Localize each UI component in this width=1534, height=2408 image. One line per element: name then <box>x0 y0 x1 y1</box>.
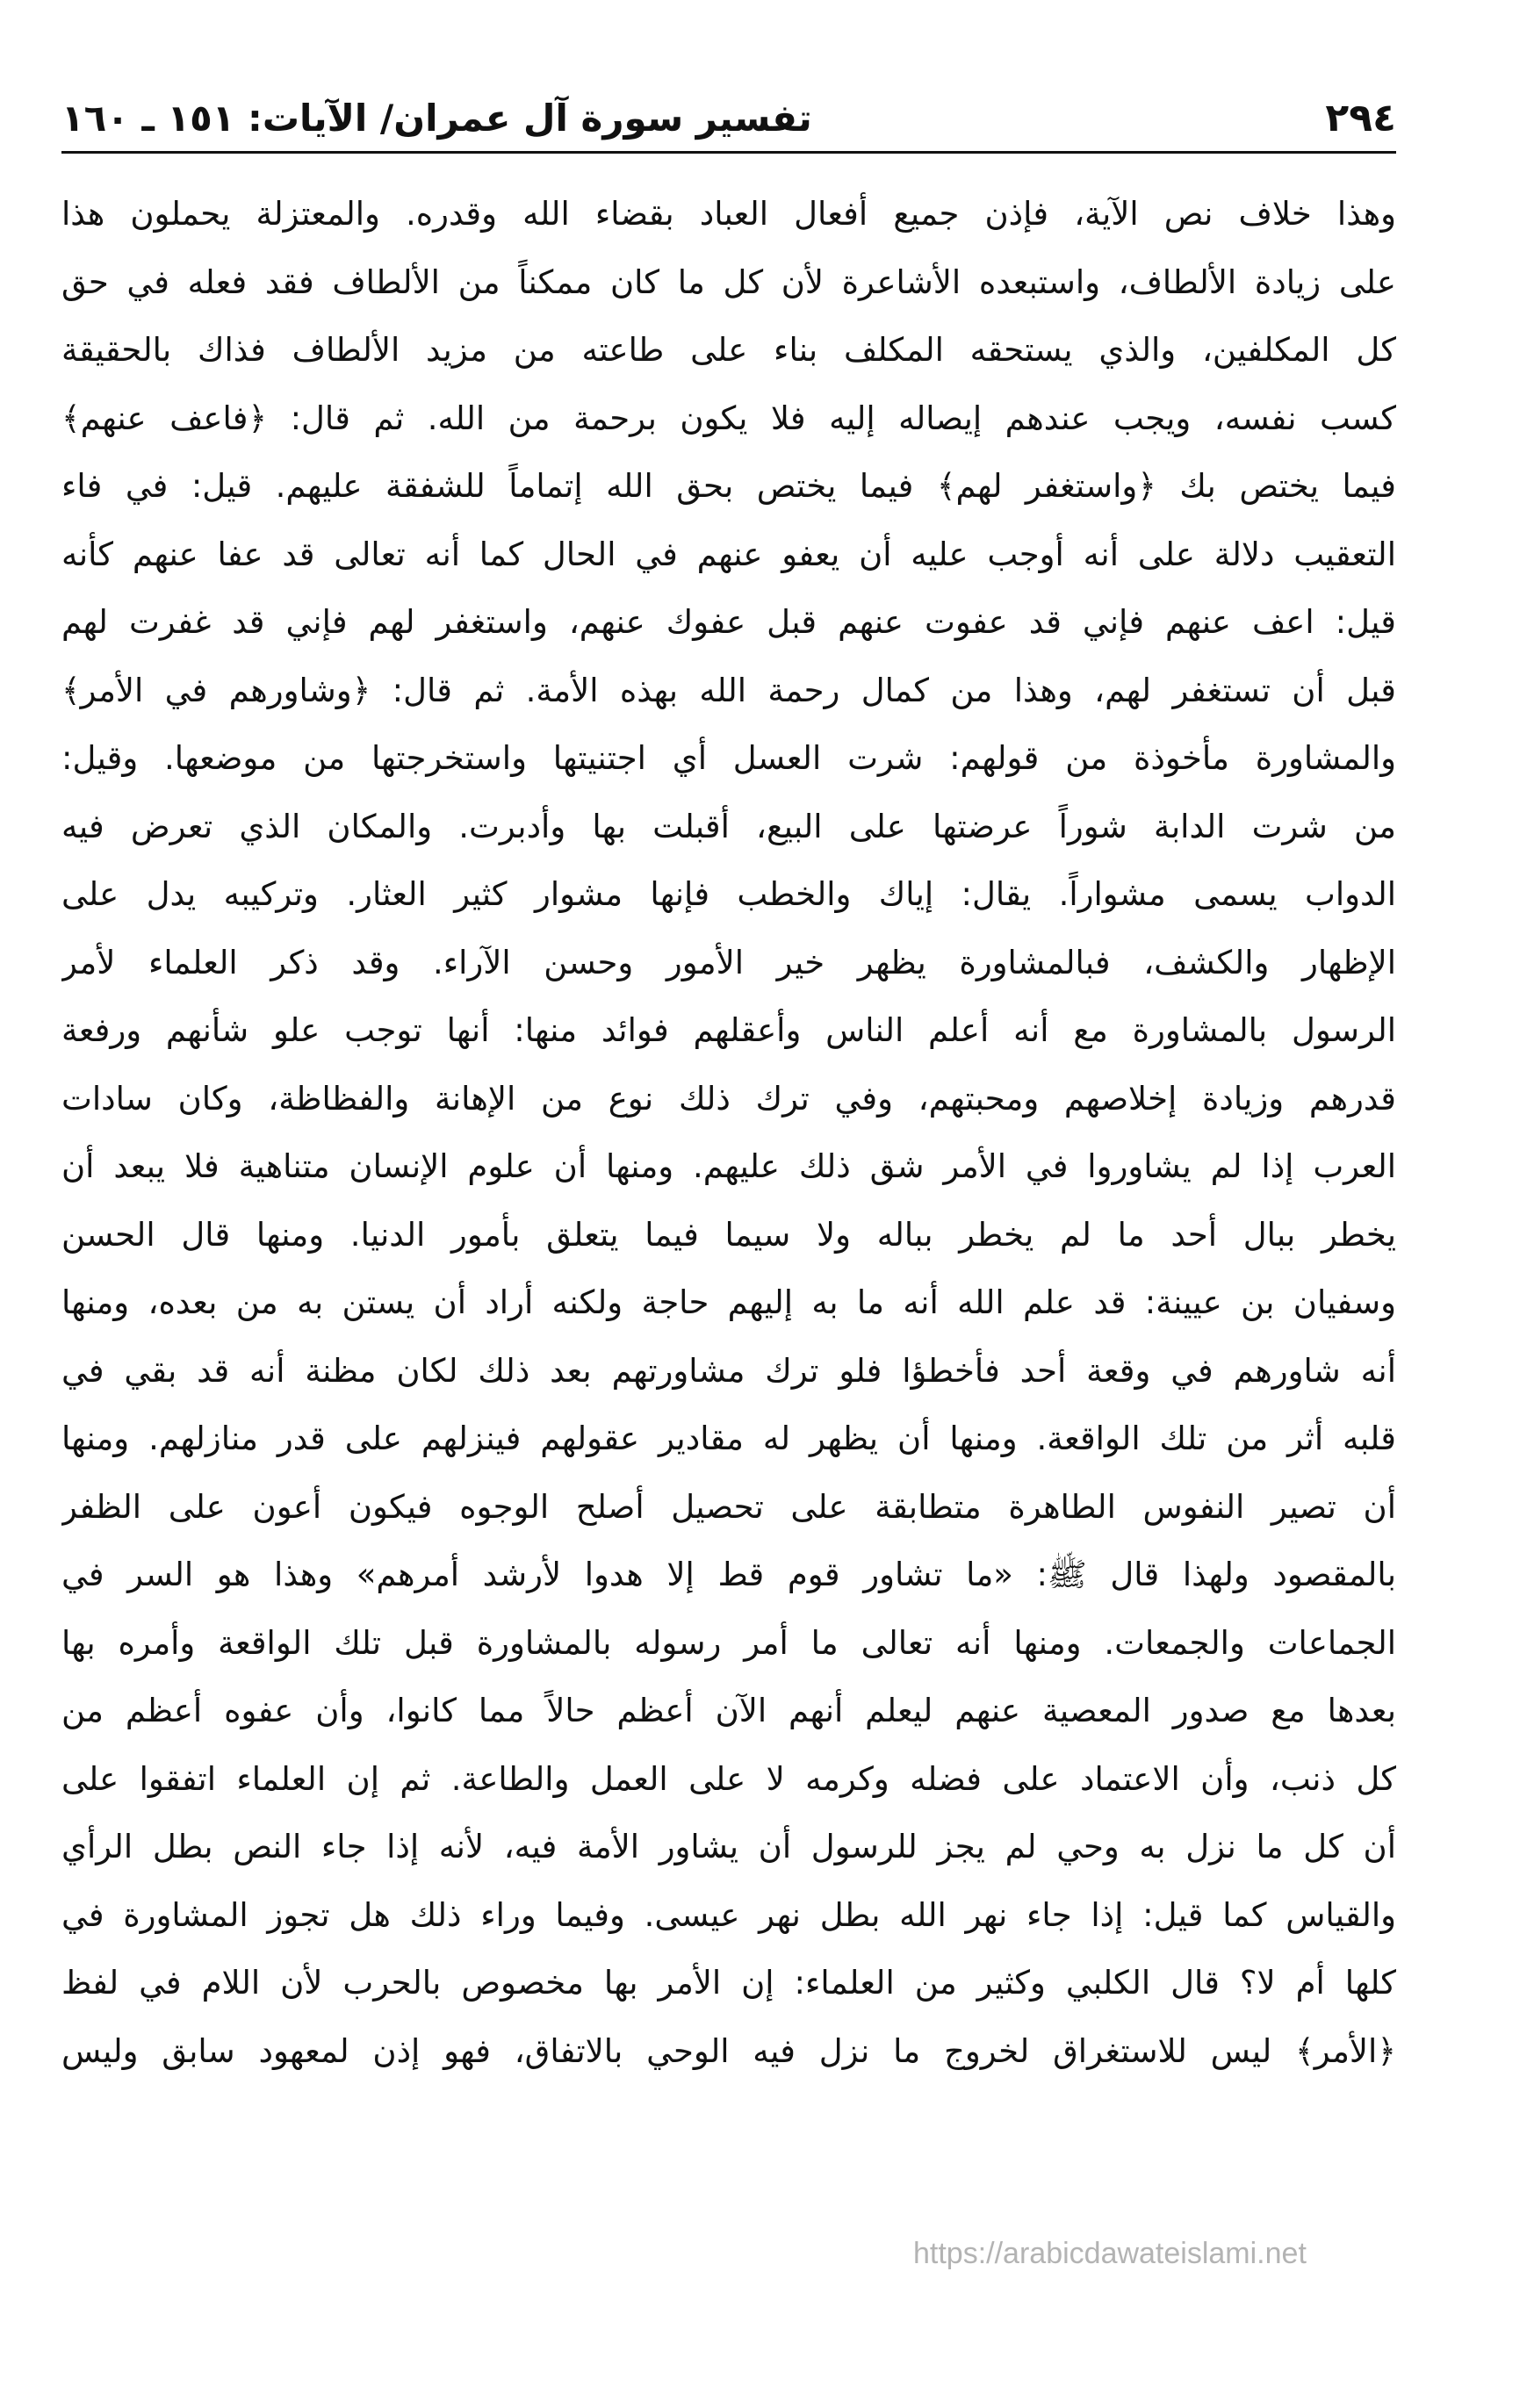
text-line: كسب نفسه، ويجب عندهم إيصاله إليه فلا يكون برحمة من الله. ثم قال: ﴿فاعف عنهم﴾ <box>61 399 1396 437</box>
text-line: وسفيان بن عيينة: قد علم الله أنه ما به إليهم حاجة ولكنه أراد أن يستن به من بعده، ومنها <box>61 1283 1396 1321</box>
text-line: يخطر ببال أحد ما لم يخطر بباله ولا سيما فيما يتعلق بأمور الدنيا. ومنها قال الحسن <box>61 1215 1396 1254</box>
text-line: على زيادة الألطاف، واستبعده الأشاعرة لأن كل ما كان ممكناً من الألطاف فقد فعله في حق <box>61 262 1396 301</box>
text-line: الإظهار والكشف، فبالمشاورة يظهر خير الأمور وحسن الآراء. وقد ذكر العلماء لأمر <box>61 943 1396 981</box>
text-line: قدرهم وزيادة إخلاصهم ومحبتهم، وفي ترك ذلك نوع من الإهانة والفظاظة، وكان سادات <box>61 1079 1396 1118</box>
text-line: كلها أم لا؟ قال الكلبي وكثير من العلماء: إن الأمر بها مخصوص بالحرب لأن اللام في لفظ <box>61 1964 1396 2002</box>
running-title: تفسير سورة آل عمران/ الآيات: ١٥١ ـ ١٦٠ <box>61 97 812 140</box>
text-line: وهذا خلاف نص الآية، فإذن جميع أفعال العباد بقضاء الله وقدره. والمعتزلة يحملون هذا <box>61 195 1396 233</box>
text-line: قيل: اعف عنهم فإني قد عفوت عنهم قبل عفوك عنهم، واستغفر لهم فإني قد غفرت لهم <box>61 603 1396 641</box>
text-line: بالمقصود ولهذا قال ﷺ: «ما تشاور قوم قط إلا هدوا لأرشد أمرهم» وهذا هو السر في <box>61 1556 1396 1593</box>
text-line: أنه شاورهم في وقعة أحد فأخطؤا فلو ترك مشاورتهم بعد ذلك لكان مظنة أنه قد بقي في <box>61 1351 1396 1390</box>
text-line: الجماعات والجمعات. ومنها أنه تعالى ما أمر رسوله بالمشاورة قبل تلك الواقعة وأمره بها <box>61 1623 1396 1662</box>
text-line: فيما يختص بك ﴿واستغفر لهم﴾ فيما يختص بحق الله إتماماً للشفقة عليهم. قيل: في فاء <box>61 467 1396 505</box>
text-line: أن تصير النفوس الطاهرة متطابقة على تحصيل أصلح الوجوه فيكون أعون على الظفر <box>61 1487 1396 1526</box>
page-number: ٢٩٤ <box>1325 96 1396 140</box>
text-line: الدواب يسمى مشواراً. يقال: إياك والخطب فإنها مشوار كثير العثار. وتركيبه يدل على <box>61 875 1396 913</box>
text-line: كل المكلفين، والذي يستحقه المكلف بناء على طاعته من مزيد الألطاف فذاك بالحقيقة <box>61 331 1396 369</box>
text-line: الرسول بالمشاورة مع أنه أعلم الناس وأعقلهم فوائد منها: أنها توجب علو شأنهم ورفعة <box>61 1011 1396 1049</box>
text-line: التعقيب دلالة على أنه أوجب عليه أن يعفو عنهم في الحال كما أنه تعالى قد عفا عنهم كأنه <box>61 535 1396 573</box>
watermark-url: https://arabicdawateislami.net <box>913 2237 1307 2270</box>
text-line: قبل أن تستغفر لهم، وهذا من كمال رحمة الله بهذه الأمة. ثم قال: ﴿وشاورهم في الأمر﴾ <box>61 671 1396 709</box>
text-line: أن كل ما نزل به وحي لم يجز للرسول أن يشاور الأمة فيه، لأنه إذا جاء النص بطل الرأي <box>61 1828 1396 1865</box>
text-line: من شرت الدابة شوراً عرضتها على البيع، أقبلت بها وأدبرت. والمكان الذي تعرض فيه <box>61 807 1396 845</box>
text-line: كل ذنب، وأن الاعتماد على فضله وكرمه لا على العمل والطاعة. ثم إن العلماء اتفقوا على <box>61 1759 1396 1798</box>
text-line: ﴿الأمر﴾ ليس للاستغراق لخروج ما نزل فيه الوحي بالاتفاق، فهو إذن لمعهود سابق وليس <box>61 2031 1396 2070</box>
text-line: العرب إذا لم يشاوروا في الأمر شق ذلك عليهم. ومنها أن علوم الإنسان متناهية فلا يبعد أن <box>61 1147 1396 1185</box>
text-line: والقياس كما قيل: إذا جاء نهر الله بطل نهر عيسى. وفيما وراء ذلك هل تجوز المشاورة في <box>61 1895 1396 1934</box>
page-header <box>61 92 1396 145</box>
text-line: والمشاورة مأخوذة من قولهم: شرت العسل أي اجتنيتها واستخرجتها من موضعها. وقيل: <box>61 739 1396 777</box>
header-divider <box>61 151 1396 154</box>
body-text <box>61 180 1396 2085</box>
text-line: قلبه أثر من تلك الواقعة. ومنها أن يظهر له مقادير عقولهم فينزلهم على قدر منازلهم. ومنها <box>61 1420 1396 1457</box>
text-line: بعدها مع صدور المعصية عنهم ليعلم أنهم الآن أعظم حالاً مما كانوا، وأن عفوه أعظم من <box>61 1692 1396 1729</box>
